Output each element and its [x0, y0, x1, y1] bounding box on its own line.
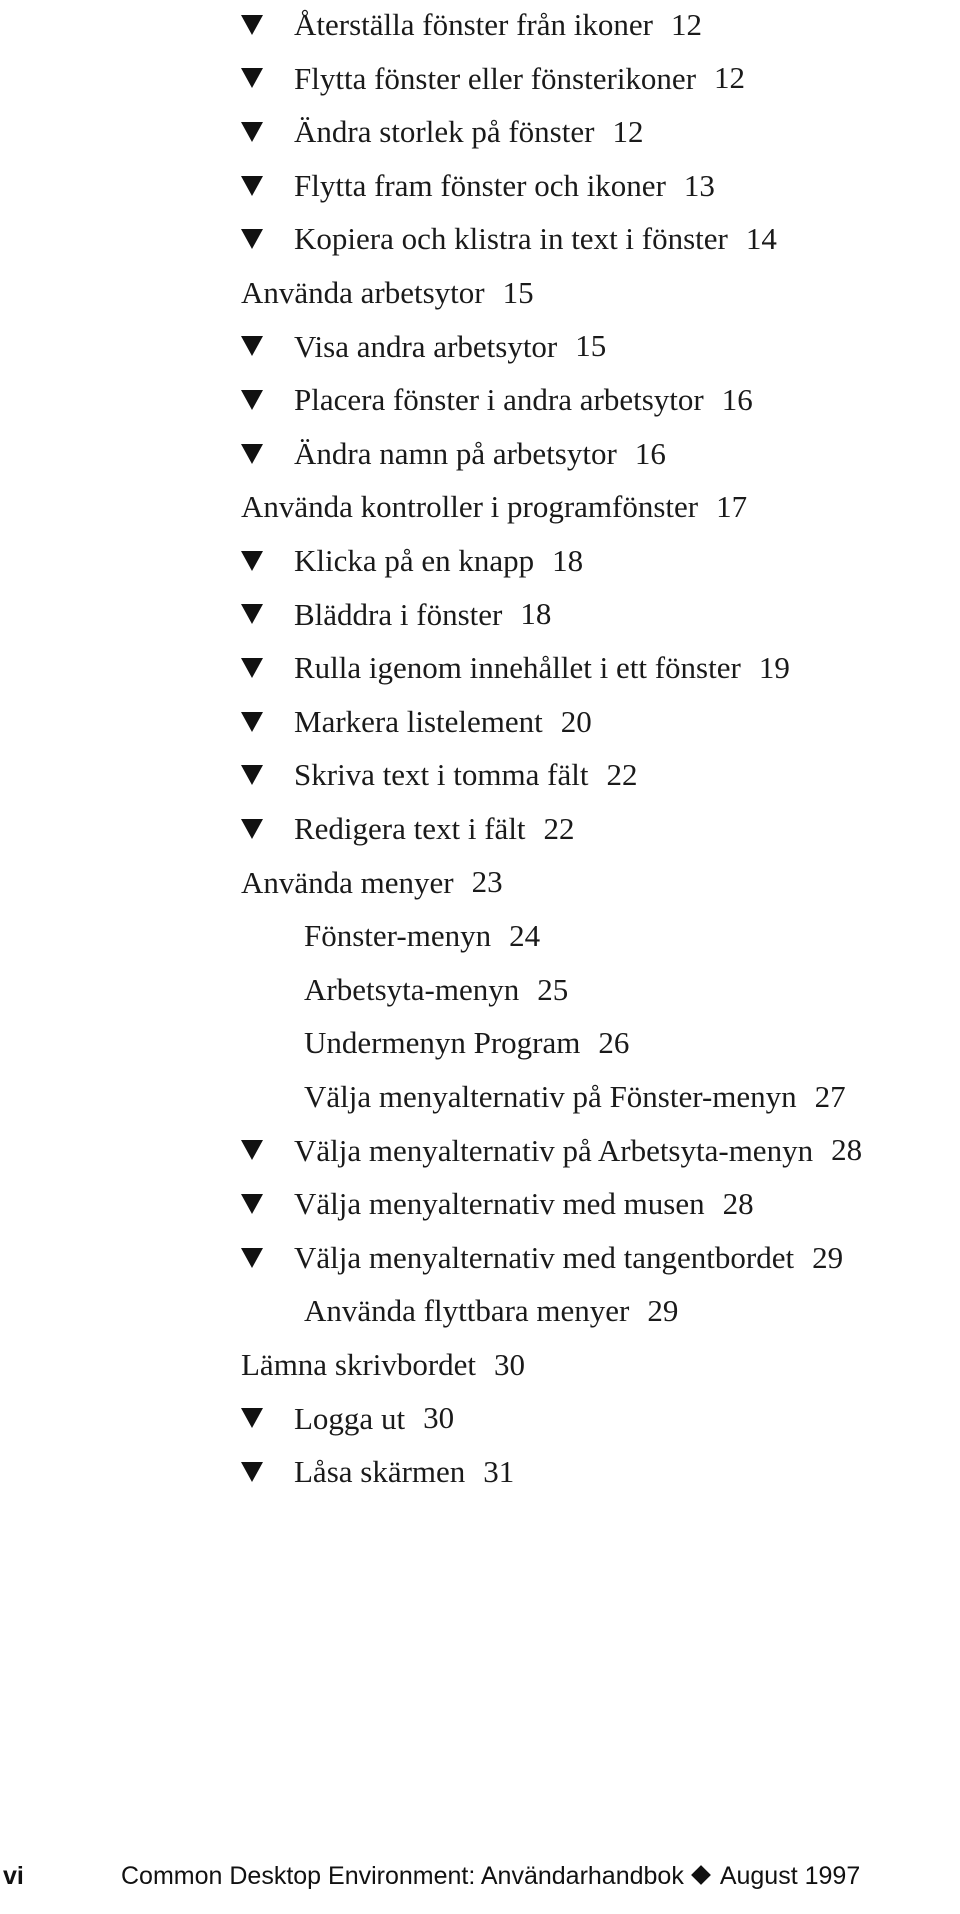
toc-entry[interactable] — [241, 1342, 525, 1382]
toc-entry[interactable] — [241, 1128, 862, 1168]
toc-entry-page-number: 24 — [509, 918, 541, 954]
page-folio: vi — [3, 1862, 24, 1890]
toc-entry[interactable] — [241, 752, 637, 792]
toc-entry[interactable] — [304, 1288, 678, 1328]
toc-entry-page-number: 12 — [670, 6, 702, 42]
toc-entry[interactable] — [304, 1020, 629, 1060]
toc-entry-title: Logga ut — [294, 1400, 406, 1436]
toc-entry-title: Flytta fram fönster och ikoner — [294, 167, 666, 203]
toc-entry[interactable] — [241, 431, 666, 471]
triangle-down-icon — [241, 658, 294, 678]
publication-date: August 1997 — [719, 1862, 861, 1890]
triangle-down-icon — [241, 68, 294, 88]
toc-entry-title: Använda flyttbara menyer — [304, 1293, 630, 1329]
triangle-down-icon — [241, 1194, 294, 1214]
toc-entry-title: Markera listelement — [294, 703, 543, 739]
triangle-down-icon — [241, 712, 294, 732]
toc-entry-title: Lämna skrivbordet — [241, 1346, 477, 1382]
toc-entry-page-number: 12 — [714, 60, 746, 96]
toc-entry[interactable] — [241, 377, 753, 417]
toc-entry-title: Flytta fönster eller fönsterikoner — [294, 60, 697, 96]
triangle-down-icon — [241, 1462, 294, 1482]
diamond-icon — [691, 1865, 711, 1885]
toc-entry-page-number: 31 — [483, 1454, 515, 1490]
toc-entry-page-number: 14 — [745, 221, 777, 257]
toc-entry[interactable] — [304, 967, 568, 1007]
toc-entry[interactable] — [304, 913, 540, 953]
toc-entry-title: Välja menyalternativ med musen — [294, 1186, 705, 1222]
toc-entry-page-number: 22 — [543, 810, 575, 846]
triangle-down-icon — [241, 390, 294, 410]
toc-entry[interactable] — [241, 216, 777, 256]
toc-entry-title: Undermenyn Program — [304, 1025, 581, 1061]
toc-entry-page-number: 12 — [612, 114, 644, 150]
triangle-down-icon — [241, 336, 294, 356]
triangle-down-icon — [241, 1248, 294, 1268]
toc-entry-title: Använda kontroller i programfönster — [241, 489, 699, 525]
toc-entry[interactable] — [241, 1235, 843, 1275]
toc-entry-title: Kopiera och klistra in text i fönster — [294, 221, 728, 257]
toc-entry-title: Fönster-menyn — [304, 918, 492, 954]
toc-entry[interactable] — [241, 484, 747, 524]
toc-entry-page-number: 15 — [502, 274, 534, 310]
toc-entry[interactable] — [241, 109, 643, 149]
toc-entry-page-number: 13 — [683, 167, 715, 203]
toc-entry-title: Rulla igenom innehållet i ett fönster — [294, 650, 741, 686]
toc-entry[interactable] — [241, 860, 503, 900]
toc-entry[interactable] — [241, 592, 551, 632]
toc-entry-page-number: 29 — [647, 1293, 679, 1329]
toc-entry[interactable] — [241, 56, 745, 96]
toc-entry[interactable] — [241, 270, 534, 310]
toc-entry-title: Välja menyalternativ på Arbetsyta-menyn — [294, 1132, 814, 1168]
toc-entry-page-number: 17 — [716, 489, 748, 525]
toc-entry-title: Placera fönster i andra arbetsytor — [294, 382, 704, 418]
toc-entry-page-number: 18 — [552, 542, 584, 578]
toc-entry[interactable] — [241, 324, 606, 364]
toc-entry[interactable] — [241, 1181, 754, 1221]
toc-entry-page-number: 29 — [812, 1239, 844, 1275]
toc-entry-title: Arbetsyta-menyn — [304, 971, 520, 1007]
triangle-down-icon — [241, 1140, 294, 1160]
toc-entry[interactable] — [241, 538, 583, 578]
toc-entry-title: Använda menyer — [241, 864, 454, 900]
toc-entry-page-number: 16 — [721, 382, 753, 418]
toc-entry-title: Bläddra i fönster — [294, 596, 503, 632]
toc-entry-title: Ändra namn på arbetsytor — [294, 435, 617, 471]
toc-entry-page-number: 25 — [537, 971, 569, 1007]
toc-entry-page-number: 15 — [575, 328, 607, 364]
triangle-down-icon — [241, 15, 294, 35]
toc-entry-page-number: 28 — [722, 1186, 754, 1222]
toc-entry-page-number: 30 — [494, 1346, 526, 1382]
toc-entry-title: Välja menyalternativ på Fönster-menyn — [304, 1078, 797, 1114]
toc-entry-page-number: 20 — [560, 703, 592, 739]
toc-entry-page-number: 27 — [814, 1078, 846, 1114]
toc-entry-page-number: 22 — [606, 757, 638, 793]
toc-entry-page-number: 16 — [634, 435, 666, 471]
toc-entry-title: Återställa fönster från ikoner — [294, 6, 653, 42]
toc-entry-title: Använda arbetsytor — [241, 274, 485, 310]
toc-entry[interactable] — [241, 1396, 454, 1436]
toc-entry[interactable] — [241, 2, 702, 42]
toc-entry[interactable] — [241, 645, 790, 685]
toc-entry-title: Låsa skärmen — [294, 1454, 466, 1490]
toc-entry-title: Klicka på en knapp — [294, 542, 535, 578]
toc-entry[interactable] — [304, 1074, 846, 1114]
toc-entry-page-number: 26 — [598, 1025, 630, 1061]
toc-entry-page-number: 19 — [758, 650, 790, 686]
toc-entry-title: Välja menyalternativ med tangentbordet — [294, 1239, 795, 1275]
triangle-down-icon — [241, 1408, 294, 1428]
toc-entry-title: Visa andra arbetsytor — [294, 328, 558, 364]
toc-entry[interactable] — [241, 806, 575, 846]
triangle-down-icon — [241, 551, 294, 571]
triangle-down-icon — [241, 176, 294, 196]
triangle-down-icon — [241, 229, 294, 249]
book-title: Common Desktop Environment: Användarhandbok — [121, 1862, 684, 1890]
triangle-down-icon — [241, 819, 294, 839]
toc-entry[interactable] — [241, 699, 592, 739]
page-footer — [0, 1856, 960, 1896]
triangle-down-icon — [241, 765, 294, 785]
toc-entry-title: Redigera text i fält — [294, 810, 526, 846]
toc-entry[interactable] — [241, 163, 715, 203]
triangle-down-icon — [241, 122, 294, 142]
running-footer — [121, 1856, 860, 1896]
triangle-down-icon — [241, 604, 294, 624]
toc-entry-page-number: 30 — [423, 1400, 455, 1436]
toc-entry-page-number: 28 — [831, 1132, 863, 1168]
toc-entry-page-number: 18 — [520, 596, 552, 632]
toc-entry-title: Skriva text i tomma fält — [294, 757, 589, 793]
toc-entry-page-number: 23 — [471, 864, 503, 900]
toc-entry[interactable] — [241, 1449, 514, 1489]
toc-entry-title: Ändra storlek på fönster — [294, 114, 595, 150]
triangle-down-icon — [241, 444, 294, 464]
